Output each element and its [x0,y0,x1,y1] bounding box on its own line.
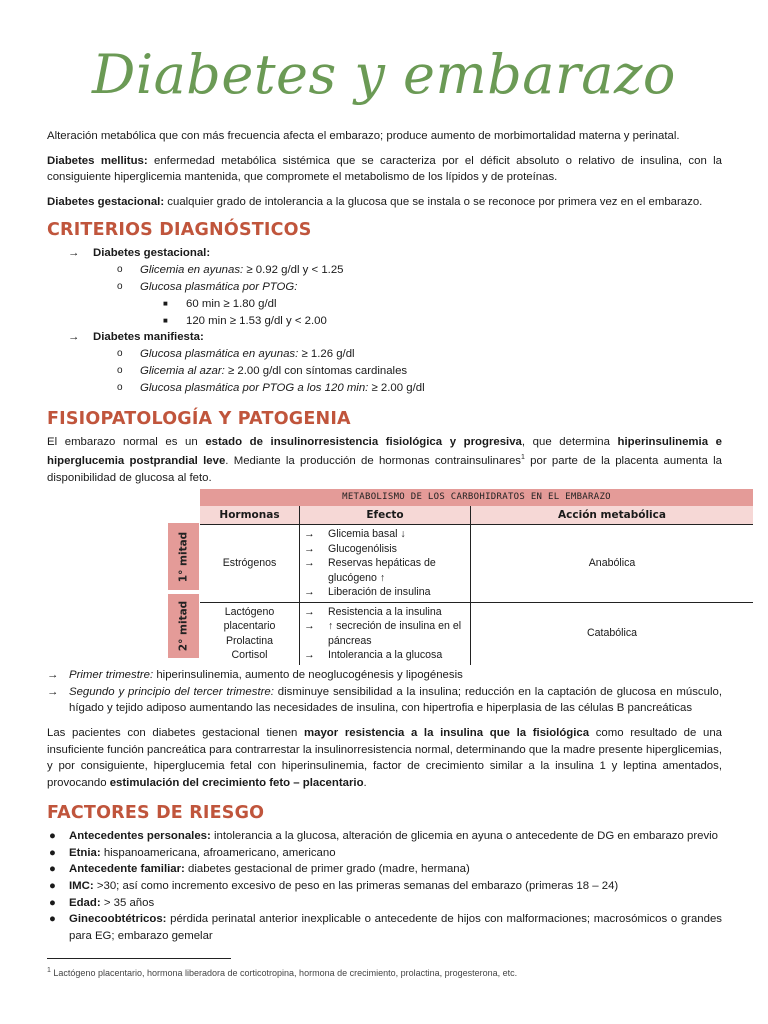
text: , que determina [521,435,618,448]
arrow-icon: → [68,247,80,260]
definition-text: enfermedad metabólica sistémica que se caracteriza por el déficit absoluto o relativo de insulina, con la consiguiente hiperglicemia mantenida, que compromete el metabolismo de los lípidos y de proteínas. [47,154,722,184]
text: por parte de la placenta aumenta la disponibilidad de glucosa al feto. [47,454,723,484]
list-item [47,245,722,262]
hormone-name: Prolactina [225,634,274,647]
list-item [47,346,722,363]
list-item [47,262,722,279]
fisio-paragraph-2 [47,725,722,791]
square-bullet-icon: ■ [163,315,168,325]
column-header-hormonas: Hormonas [200,506,300,525]
arrow-icon: → [47,669,59,682]
bullet-icon: ● [49,880,56,893]
effect-item [304,648,466,663]
circle-bullet-icon: o [117,348,123,360]
list-item [47,878,722,895]
term-label: Diabetes gestacional: [47,195,165,208]
hormone-name: Lactógeno [224,605,275,618]
criterion-value: ≥ 1.26 g/dl [298,348,355,361]
group-label: Diabetes gestacional: [93,247,211,260]
arrow-icon: → [304,528,315,541]
factor-text: intolerancia a la glucosa, alteración de glicemia en ayuna o antecedente de DG en embarazo previo [210,830,719,843]
circle-bullet-icon: o [117,364,123,376]
circle-bullet-icon: o [117,381,123,393]
metabolism-table-wrapper [47,489,722,661]
table-cell: Catabólica [471,602,754,665]
footnote-text: Lactógeno placentario, hormona liberadora de corticotropina, hormona de crecimiento, prolactina, progesterona, etc. [50,968,518,978]
section-heading-criterios: CRITERIOS DIAGNÓSTICOS [47,220,312,241]
list-item [47,363,722,380]
effect-text: Intolerancia a la glucosa [328,649,443,662]
text: . [363,776,367,789]
intro-paragraph [47,128,722,145]
text: como resultado de una insuficiente función pancreática para contrarrestar la insulinorresistencia normal, determinando que la madre presente hiperglicemias, y por consiguiente, hiperglucemia fetal con hiperinsulinemia, factor de crecimiento similar a la insulina 1 y leptina amentados, provocando [47,726,722,789]
text: . Mediante la producción de hormonas contrainsulinares [225,454,521,467]
arrow-icon: → [304,620,315,633]
page-title: Diabetes y embarazo [92,43,676,106]
definition-text: cualquier grado de intolerancia a la glucosa que se instala o se reconoce por primera vez en el embarazo. [164,195,703,208]
factor-text: diabetes gestacional de primer grado (madre, hermana) [184,863,470,876]
trimester-text: hiperinsulinemia, aumento de neoglucogénesis y lipogénesis [153,669,463,682]
bold-text: estado de insulinorresistencia fisiológica y progresiva [205,435,522,448]
list-item [47,329,722,346]
list-item [47,845,722,862]
criterion-label: Glucosa plasmática en ayunas: [140,348,299,361]
bullet-icon: ● [49,830,56,843]
arrow-icon: → [304,557,315,570]
bold-text: hiperinsulinemia e hiperglucemia postprandial leve [47,435,722,467]
effect-item [304,527,466,542]
fisio-paragraph [47,434,722,487]
table-row [200,525,753,603]
footnote-divider [47,958,231,959]
term-label: Diabetes mellitus: [47,154,148,167]
effect-item [304,605,466,620]
criterion-label: Glicemia al azar: [140,364,225,377]
effect-item [304,585,466,600]
criterion-label: Glucosa plasmática por PTOG: [140,280,298,293]
factor-text: hispanoamericana, afroamericano, americano [100,846,336,859]
section-heading-factores: FACTORES DE RIESGO [47,803,265,824]
text: El embarazo normal es un [47,435,206,448]
section-heading-fisiopatologia: FISIOPATOLOGÍA Y PATOGENIA [47,408,351,429]
list-item [47,296,722,313]
text: Las pacientes con diabetes gestacional tienen [47,726,304,739]
criterion-value: ≥ 2.00 g/dl [368,381,425,394]
arrow-icon: → [304,586,315,599]
bold-text: mayor resistencia a la insulina que la fisiológica [304,726,590,739]
circle-bullet-icon: o [117,264,123,276]
list-item [47,911,722,944]
table-cell [300,602,471,665]
factor-text: > 35 años [100,896,155,909]
circle-bullet-icon: o [117,280,123,292]
bullet-icon: ● [49,913,56,926]
diabetes-mellitus-definition [47,153,722,186]
bold-text: estimulación del crecimiento feto – placentario [109,776,364,789]
table-cell [300,525,471,603]
effect-item [304,619,466,648]
side-label-text: 1° mitad [177,531,190,582]
list-item [47,828,722,845]
footnote-number: 1 [47,967,51,974]
table-caption: METABOLISMO DE LOS CARBOHIDRATOS EN EL EMBARAZO [200,489,753,506]
arrow-icon: → [304,605,315,618]
trimester-text: disminuye sensibilidad a la insulina; reducción en la captación de glucosa en músculo, hígado y tejido adiposo aumentando las necesidades de insulina, con hipertrofia e hiperplasia de las células B pancreáticas [69,685,722,715]
intro-text: Alteración metabólica que con más frecuencia afecta el embarazo; produce aumento de morbimortalidad materna y perinatal. [47,130,680,142]
bullet-icon: ● [49,896,56,909]
effect-text: Reservas hepáticas de glucógeno ↑ [328,557,436,584]
column-header-accion: Acción metabólica [471,506,754,525]
factor-label: Edad: [69,896,101,909]
factor-label: IMC: [69,880,94,893]
list-item [47,279,722,296]
side-label-first-half [168,523,199,590]
factor-text: >30; así como incremento excesivo de peso en las primeras semanas del embarazo (primeras 18 – 24) [93,880,619,893]
factor-label: Antecedentes personales: [69,830,211,843]
diabetes-gestacional-definition [47,194,722,211]
bullet-icon: ● [49,863,56,876]
list-item [47,380,722,397]
arrow-icon: → [304,542,315,555]
side-label-second-half [168,594,199,658]
group-label: Diabetes manifiesta: [93,331,204,344]
arrow-icon: → [304,649,315,662]
hormone-name: Cortisol [231,649,268,662]
effect-text: Glicemia basal ↓ [328,528,406,541]
criterion-value: ≥ 2.00 g/dl con síntomas cardinales [224,364,408,377]
trimester-label: Primer trimestre: [69,669,154,682]
table-cell: Estrógenos [200,525,300,603]
effect-text: Liberación de insulina [328,586,431,599]
document-body [47,128,722,944]
table-cell [200,602,300,665]
criterion-label: Glucosa plasmática por PTOG a los 120 min: [140,381,369,394]
list-item [47,895,722,912]
footnote [47,964,517,980]
criterion-label: Glicemia en ayunas: [140,264,244,277]
factor-label: Antecedente familiar: [69,863,185,876]
square-bullet-icon: ■ [163,298,168,308]
factor-label: Ginecoobtétricos: [69,913,167,926]
footnote-ref: 1 [520,454,525,462]
effect-item [304,556,466,585]
column-header-efecto: Efecto [300,506,471,525]
trimester-label: Segundo y principio del tercer trimestre: [69,685,274,698]
metabolism-table [200,489,753,665]
factor-label: Etnia: [69,846,101,859]
list-item [47,861,722,878]
criterion-value: 120 min ≥ 1.53 g/dl y < 2.00 [186,314,327,327]
effect-text: Resistencia a la insulina [328,605,442,618]
table-cell: Anabólica [588,557,636,570]
table-row [200,602,753,665]
list-item [47,313,722,330]
arrow-icon: → [68,331,80,344]
bullet-icon: ● [49,846,56,859]
factor-text: pérdida perinatal anterior inexplicable o antecedente de hijos con malformaciones; macrosómicos o grandes para EG; embarazo gemelar [69,913,722,942]
hormone-name: placentario [223,620,276,633]
criterion-value: 60 min ≥ 1.80 g/dl [186,297,277,310]
list-item [47,684,722,717]
effect-text: ↑ secreción de insulina en el páncreas [328,620,462,647]
effect-text: Glucogenólisis [328,542,397,555]
list-item [47,667,722,684]
effect-item [304,542,466,557]
side-label-text: 2° mitad [177,600,190,652]
criterion-value: ≥ 0.92 g/dl y < 1.25 [243,264,344,277]
arrow-icon: → [47,685,59,698]
